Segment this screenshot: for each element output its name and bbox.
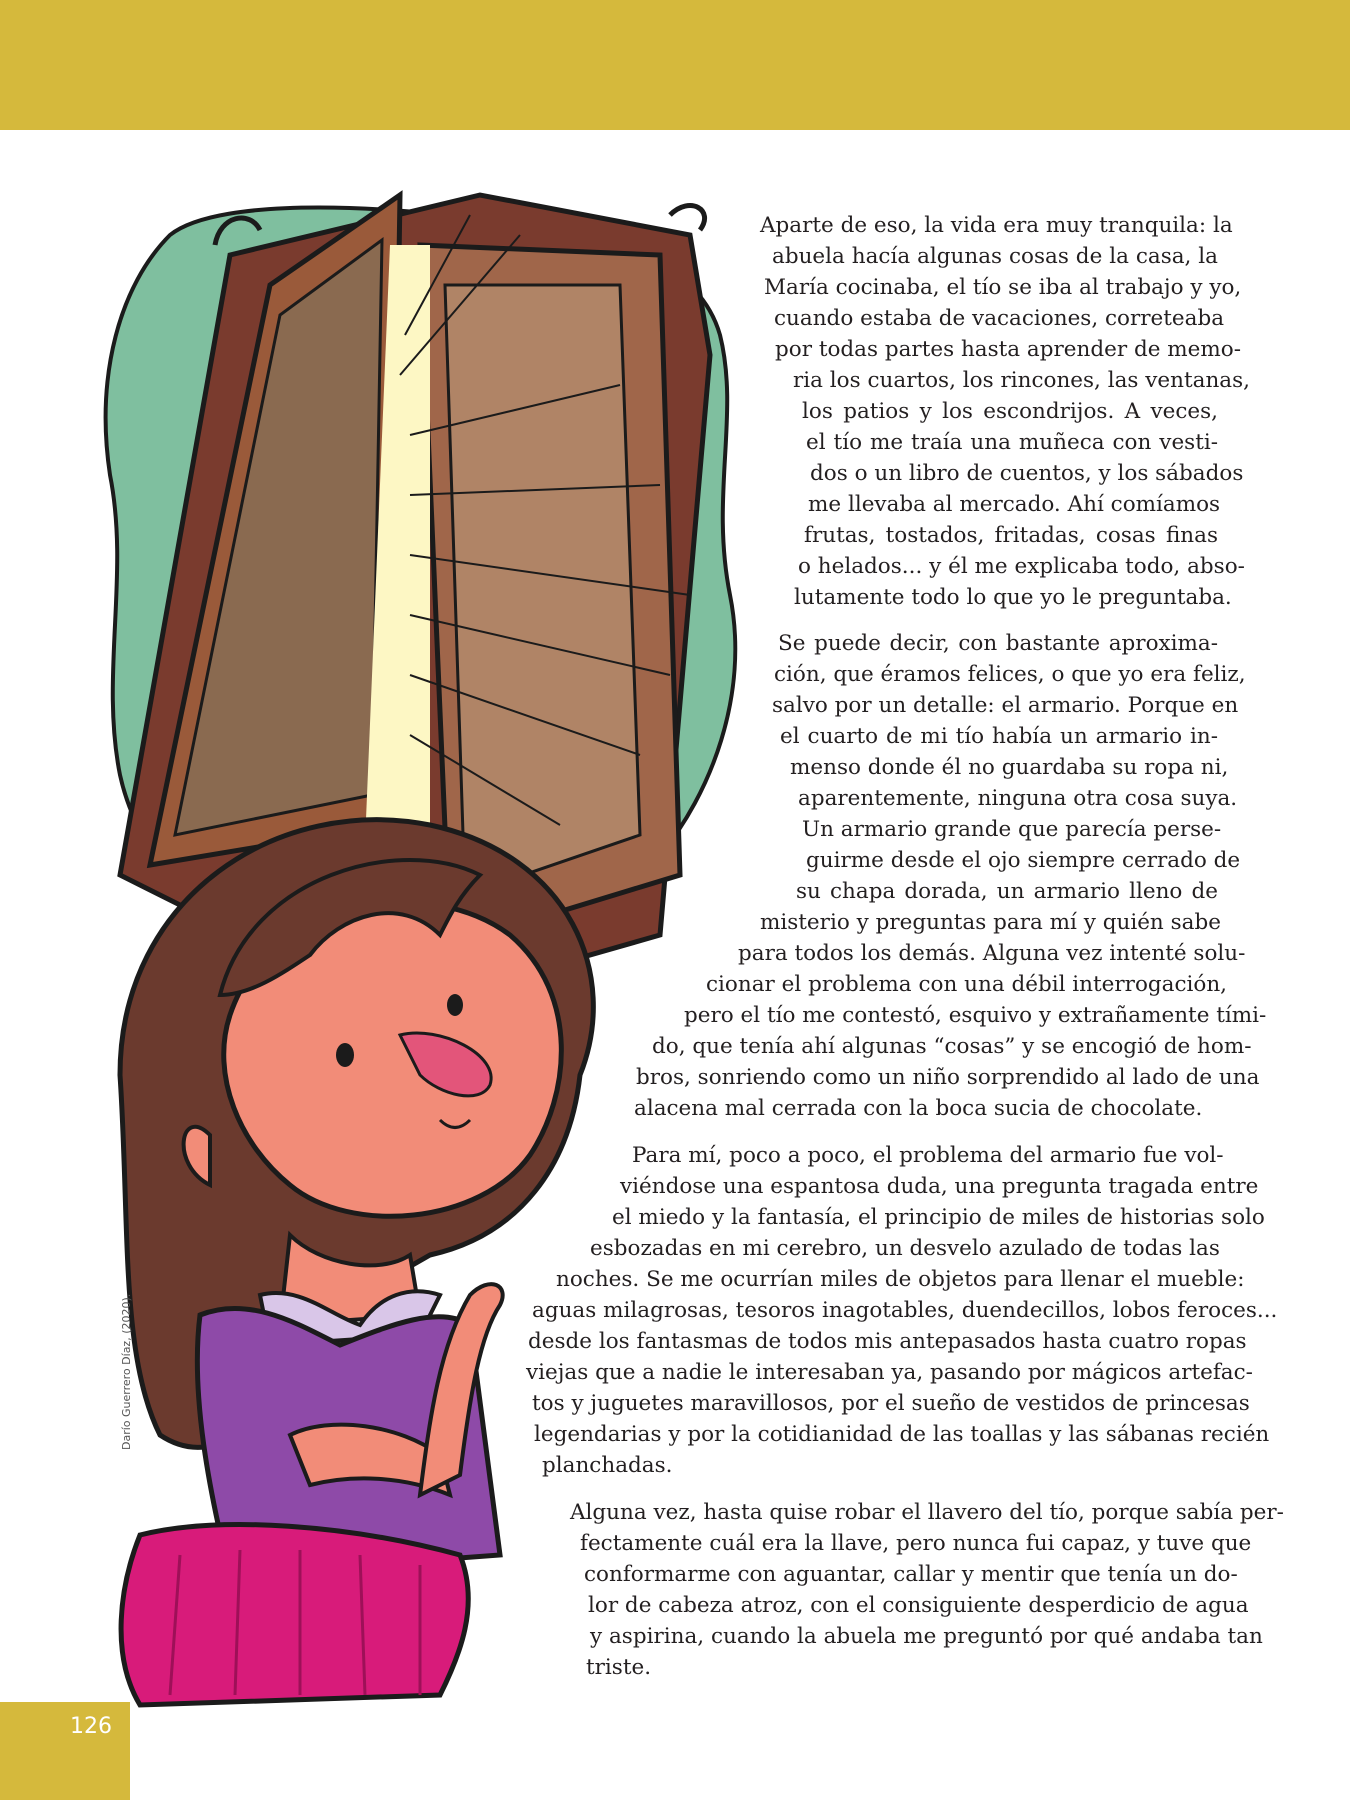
text-line: Para mí, poco a poco, el problema del armario fue vol- <box>632 1143 1224 1168</box>
text-line: Se puede decir, con bastante aproxima- <box>778 631 1218 656</box>
text-line: salvo por un detalle: el armario. Porque en <box>772 693 1239 718</box>
text-line: conformarme con aguantar, callar y mentir que tenía un do- <box>584 1562 1238 1587</box>
text-line: el miedo y la fantasía, el principio de miles de historias solo <box>612 1205 1265 1230</box>
text-line: me llevaba al mercado. Ahí comíamos <box>808 492 1221 517</box>
girl-skirt <box>121 1525 468 1705</box>
text-line: María cocinaba, el tío se iba al trabajo y yo, <box>764 275 1242 300</box>
text-line: Aparte de eso, la vida era muy tranquila: la <box>760 213 1233 238</box>
text-line: bros, sonriendo como un niño sorprendido al lado de una <box>636 1065 1260 1090</box>
text-line: desde los fantasmas de todos mis antepasados hasta cuatro ropas <box>528 1329 1247 1354</box>
text-line: los patios y los escondrijos. A veces, <box>802 399 1218 424</box>
text-line: frutas, tostados, fritadas, cosas finas <box>804 523 1218 548</box>
text-line: cionar el problema con una débil interrogación, <box>706 972 1228 997</box>
illustration-credit: Darío Guerrero Díaz, (2020). <box>120 1293 133 1450</box>
text-line: tos y juguetes maravillosos, por el sueño de vestidos de princesas <box>532 1391 1250 1416</box>
text-line: cuando estaba de vacaciones, correteaba <box>774 306 1225 331</box>
text-line: planchadas. <box>542 1453 673 1478</box>
text-line: abuela hacía algunas cosas de la casa, la <box>772 244 1218 269</box>
text-line: menso donde él no guardaba su ropa ni, <box>790 755 1229 780</box>
text-line: misterio y preguntas para mí y quién sabe <box>760 910 1221 935</box>
text-line: lor de cabeza atroz, con el consiguiente desperdicio de agua <box>588 1593 1249 1618</box>
text-line: por todas partes hasta aprender de memo- <box>775 337 1241 362</box>
page-number: 126 <box>70 1714 112 1739</box>
text-line: lutamente todo lo que yo le preguntaba. <box>794 585 1232 610</box>
text-line: legendarias y por la cotidianidad de las toallas y las sábanas recién <box>534 1422 1270 1447</box>
text-line: do, que tenía ahí algunas “cosas” y se encogió de hom- <box>652 1034 1252 1059</box>
girl-and-wardrobe-illustration <box>100 175 860 1715</box>
text-line: triste. <box>586 1655 652 1680</box>
text-line: su chapa dorada, un armario lleno de <box>796 879 1218 904</box>
text-line: Alguna vez, hasta quise robar el llavero del tío, porque sabía per- <box>570 1500 1284 1525</box>
text-line: ción, que éramos felices, o que yo era feliz, <box>774 662 1246 687</box>
text-line: viejas que a nadie le interesaban ya, pasando por mágicos artefac- <box>526 1360 1253 1385</box>
text-line: aparentemente, ninguna otra cosa suya. <box>798 786 1238 811</box>
text-line: pero el tío me contestó, esquivo y extrañamente tími- <box>684 1003 1267 1028</box>
text-line: fectamente cuál era la llave, pero nunca fui capaz, y tuve que <box>580 1531 1252 1556</box>
text-line: Un armario grande que parecía perse- <box>802 817 1222 842</box>
text-line: aguas milagrosas, tesoros inagotables, duendecillos, lobos feroces... <box>532 1298 1278 1323</box>
text-line: guirme desde el ojo siempre cerrado de <box>806 848 1241 873</box>
text-line: para todos los demás. Alguna vez intenté solu- <box>738 941 1246 966</box>
text-line: esbozadas en mi cerebro, un desvelo azulado de todas las <box>590 1236 1220 1261</box>
text-line: el cuarto de mi tío había un armario in- <box>780 724 1218 749</box>
text-line: alacena mal cerrada con la boca sucia de chocolate. <box>634 1096 1203 1121</box>
text-line: noches. Se me ocurrían miles de objetos para llenar el mueble: <box>556 1267 1245 1292</box>
text-line: ria los cuartos, los rincones, las ventanas, <box>793 368 1250 393</box>
text-line: viéndose una espantosa duda, una pregunta tragada entre <box>620 1174 1259 1199</box>
text-line: el tío me traía una muñeca con vesti- <box>806 430 1218 455</box>
text-line: o helados... y él me explicaba todo, abso- <box>798 554 1245 579</box>
top-color-band <box>0 0 1350 130</box>
text-line: y aspirina, cuando la abuela me preguntó por qué andaba tan <box>590 1624 1263 1649</box>
text-line: dos o un libro de cuentos, y los sábados <box>810 461 1244 486</box>
